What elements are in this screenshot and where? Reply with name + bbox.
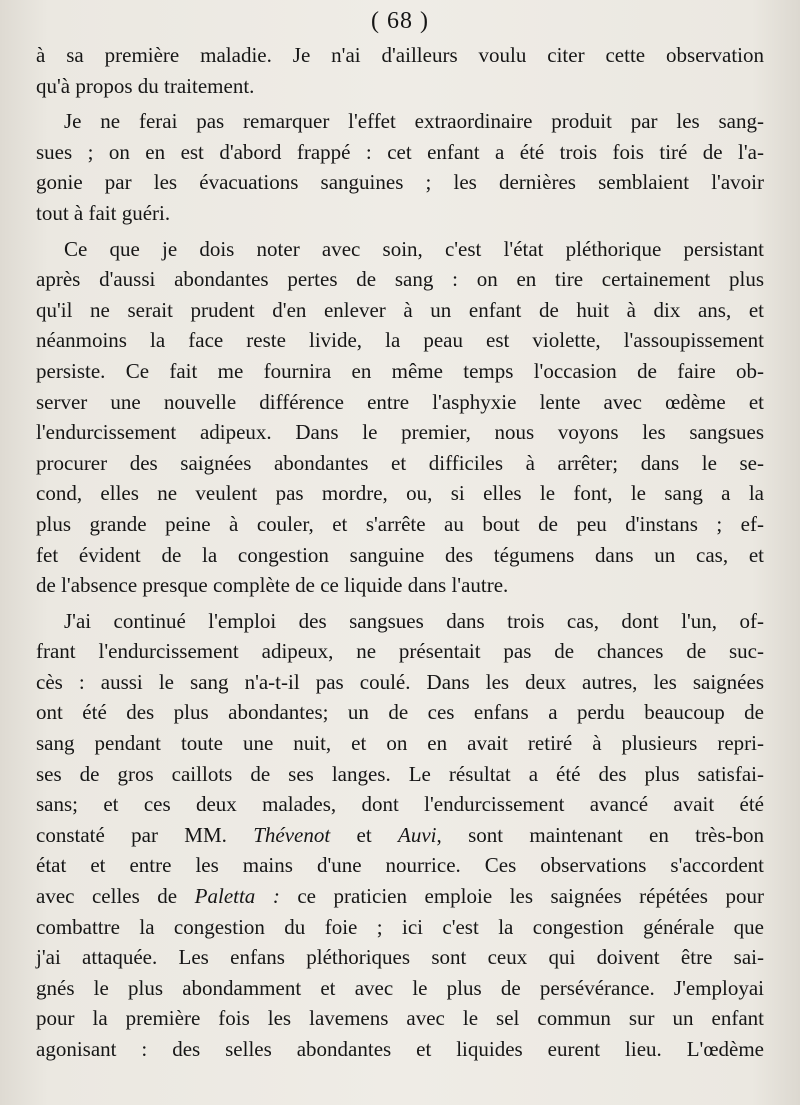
text-run: et	[330, 822, 398, 847]
paragraph-2	[36, 106, 764, 228]
text-line: persiste. Ce fait me fournira en même temps l'occasion de faire ob-	[36, 358, 764, 383]
text-line: frant l'endurcissement adipeux, ne présentait pas de chances de suc-	[36, 639, 764, 664]
paragraph-1	[36, 40, 764, 101]
text-line: qu'à propos du traitement.	[36, 73, 255, 98]
text-line: combattre la congestion du foie ; ici c'est la congestion générale que	[36, 914, 764, 939]
text-line: l'endurcissement adipeux. Dans le premier, nous voyons les sangsues	[36, 420, 764, 445]
paragraph-3	[36, 234, 764, 601]
text-line: sues ; on en est d'abord frappé : cet enfant a été trois fois tiré de l'a-	[36, 139, 764, 164]
text-line: server une nouvelle différence entre l'asphyxie lente avec œdème et	[36, 389, 764, 414]
text-line: gnés le plus abondamment et avec le plus de persévérance. J'employai	[36, 975, 764, 1000]
proper-name: Thévenot	[253, 822, 331, 847]
text-run: ce praticien emploie les saignées répétées pour	[279, 884, 764, 909]
proper-name: Auvi	[398, 822, 437, 847]
text-line: agonisant : des selles abondantes et liquides eurent lieu. L'œdème	[36, 1037, 764, 1061]
text-line	[36, 881, 764, 912]
text-line: pour la première fois les lavemens avec le sel commun sur un enfant	[36, 1006, 764, 1031]
text-run: , sont maintenant en très-bon	[436, 822, 764, 847]
text-line: j'ai attaquée. Les enfans pléthoriques sont ceux qui doivent être sai-	[36, 945, 764, 970]
text-line: sang pendant toute une nuit, et on en avait retiré à plusieurs repri-	[36, 731, 764, 756]
text-line: procurer des saignées abondantes et difficiles à arrêter; dans le se-	[36, 450, 764, 475]
text-line: gonie par les évacuations sanguines ; les dernières semblaient l'avoir	[36, 170, 764, 195]
text-line: Ce que je dois noter avec soin, c'est l'état pléthorique persistant	[64, 236, 764, 261]
text-line: ont été des plus abondantes; un de ces enfans a perdu beaucoup de	[36, 700, 764, 725]
text-line: cond, elles ne veulent pas mordre, ou, si elles le font, le sang a la	[36, 481, 764, 506]
text-line: ses de gros caillots de ses langes. Le résultat a été des plus satisfai-	[36, 761, 764, 786]
text-run: constaté par MM.	[36, 822, 254, 847]
text-line: à sa première maladie. Je n'ai d'ailleurs voulu citer cette observation	[36, 43, 764, 67]
text-line: Je ne ferai pas remarquer l'effet extraordinaire produit par les sang-	[64, 109, 764, 134]
text-line: plus grande peine à couler, et s'arrête au bout de peu d'instans ; ef-	[36, 511, 764, 536]
text-line: fet évident de la congestion sanguine des tégumens dans un cas, et	[36, 542, 764, 567]
text-run: avec celles de	[36, 884, 195, 909]
text-line: néanmoins la face reste livide, la peau est violette, l'assoupissement	[36, 328, 764, 353]
body-text	[36, 40, 764, 1065]
text-line	[36, 820, 764, 851]
text-line: qu'il ne serait prudent d'en enlever à un enfant de huit à dix ans, et	[36, 297, 764, 322]
text-line: tout à fait guéri.	[36, 200, 171, 225]
text-line: après d'aussi abondantes pertes de sang : on en tire certainement plus	[36, 267, 764, 292]
text-line: de l'absence presque complète de ce liquide dans l'autre.	[36, 573, 509, 598]
text-line: état et entre les mains d'une nourrice. Ces observations s'accordent	[36, 853, 764, 878]
paragraph-4	[36, 606, 764, 1065]
proper-name: Paletta :	[194, 884, 280, 909]
text-line: cès : aussi le sang n'a-t-il pas coulé. Dans les deux autres, les saignées	[36, 669, 764, 694]
text-line: J'ai continué l'emploi des sangsues dans trois cas, dont l'un, of-	[64, 608, 764, 633]
text-line: sans; et ces deux malades, dont l'endurcissement avancé avait été	[36, 792, 764, 817]
page-number: ( 68 )	[371, 8, 429, 34]
